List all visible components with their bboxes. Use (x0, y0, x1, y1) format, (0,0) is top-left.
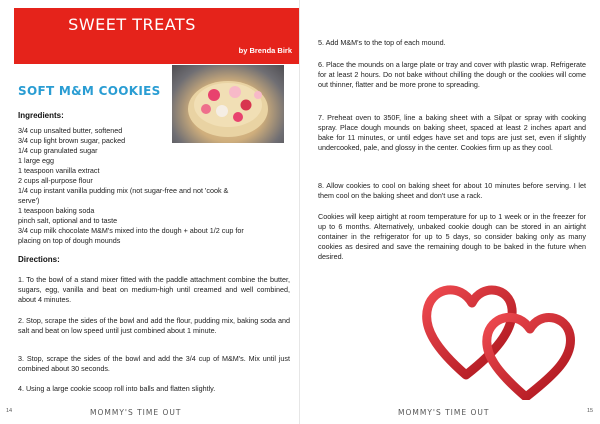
hearts-illustration (418, 275, 578, 400)
magazine-section-title: SWEET TREATS (68, 15, 196, 34)
direction-step: 5. Add M&M's to the top of each mound. (318, 38, 446, 47)
ingredient-item: 1/4 cup granulated sugar (18, 146, 98, 155)
ingredient-item: 3/4 cup milk chocolate M&M's mixed into the dough + about 1/2 cup for (18, 226, 244, 235)
footer-brand-right: MOMMY'S TIME OUT (398, 408, 490, 417)
ingredient-item: 1 large egg (18, 156, 54, 165)
ingredient-item: 1 teaspoon baking soda (18, 206, 95, 215)
ingredient-item: 3/4 cup light brown sugar, packed (18, 136, 126, 145)
direction-step: 6. Place the mounds on a large plate or tray and cover with plastic wrap. Refrigerate for at least 2 hours. Do not bake without chilling the dough or the cookies will come out thinner, flatter and be more prone to spreading. (318, 60, 586, 89)
recipe-title: SOFT M&M COOKIES (18, 84, 161, 98)
direction-step: 2. Stop, scrape the sides of the bowl and add the flour, pudding mix, baking soda and salt and beat on low speed until just combined about 1 minute. (18, 316, 290, 335)
ingredient-item: 2 cups all-purpose flour (18, 176, 93, 185)
author-byline: by Brenda Birk (238, 46, 292, 55)
ingredient-item: placing on top of dough mounds (18, 236, 121, 245)
header-banner (14, 8, 302, 64)
storage-note: Cookies will keep airtight at room temperature for up to 1 week or in the freezer for up to 6 months. Alternatively, unbaked cookie dough can be stored in an airtight container in the refrigerator for up to 5 days, so consider baking only as many cookies as desired and save the remaining dough to be baked in the future when desired. (318, 212, 586, 261)
ingredient-item: serve') (18, 196, 40, 205)
ingredient-item: 3/4 cup unsalted butter, softened (18, 126, 123, 135)
page-number-left: 14 (6, 408, 13, 414)
direction-step: 7. Preheat oven to 350F, line a baking sheet with a Silpat or spray with cooking spray. Place dough mounds on baking sheet, spaced at least 2 inches apart and bake for 11 minutes, or until edges have set and tops are just set, even if slightly undercooked, pale, and glossy in the center. Cookies firm up as they cool. (318, 113, 586, 152)
footer-brand-left: MOMMY'S TIME OUT (90, 408, 182, 417)
direction-step: 1. To the bowl of a stand mixer fitted with the paddle attachment combine the butter, sugars, egg, vanilla and beat on medium-high until creamed and well combined, about 4 minutes. (18, 275, 290, 304)
ingredients-heading: Ingredients: (18, 111, 64, 120)
ingredient-item: 1/4 cup instant vanilla pudding mix (not sugar-free and not 'cook & (18, 186, 229, 195)
direction-step: 8. Allow cookies to cool on baking sheet for about 10 minutes before serving. I let them cool on the baking sheet and don't use a rack. (318, 181, 586, 200)
ingredient-item: pinch salt, optional and to taste (18, 216, 118, 225)
ingredients-list (18, 126, 290, 246)
page-number-right: 15 (587, 408, 594, 414)
direction-step: 4. Using a large cookie scoop roll into balls and flatten slightly. (18, 384, 216, 393)
heart-outline-icon (427, 290, 513, 375)
directions-heading: Directions: (18, 255, 60, 264)
ingredient-item: 1 teaspoon vanilla extract (18, 166, 100, 175)
heart-outline-icon (487, 317, 571, 397)
direction-step: 3. Stop, scrape the sides of the bowl and add the 3/4 cup of M&M's. Mix until just combined about 30 seconds. (18, 354, 290, 373)
